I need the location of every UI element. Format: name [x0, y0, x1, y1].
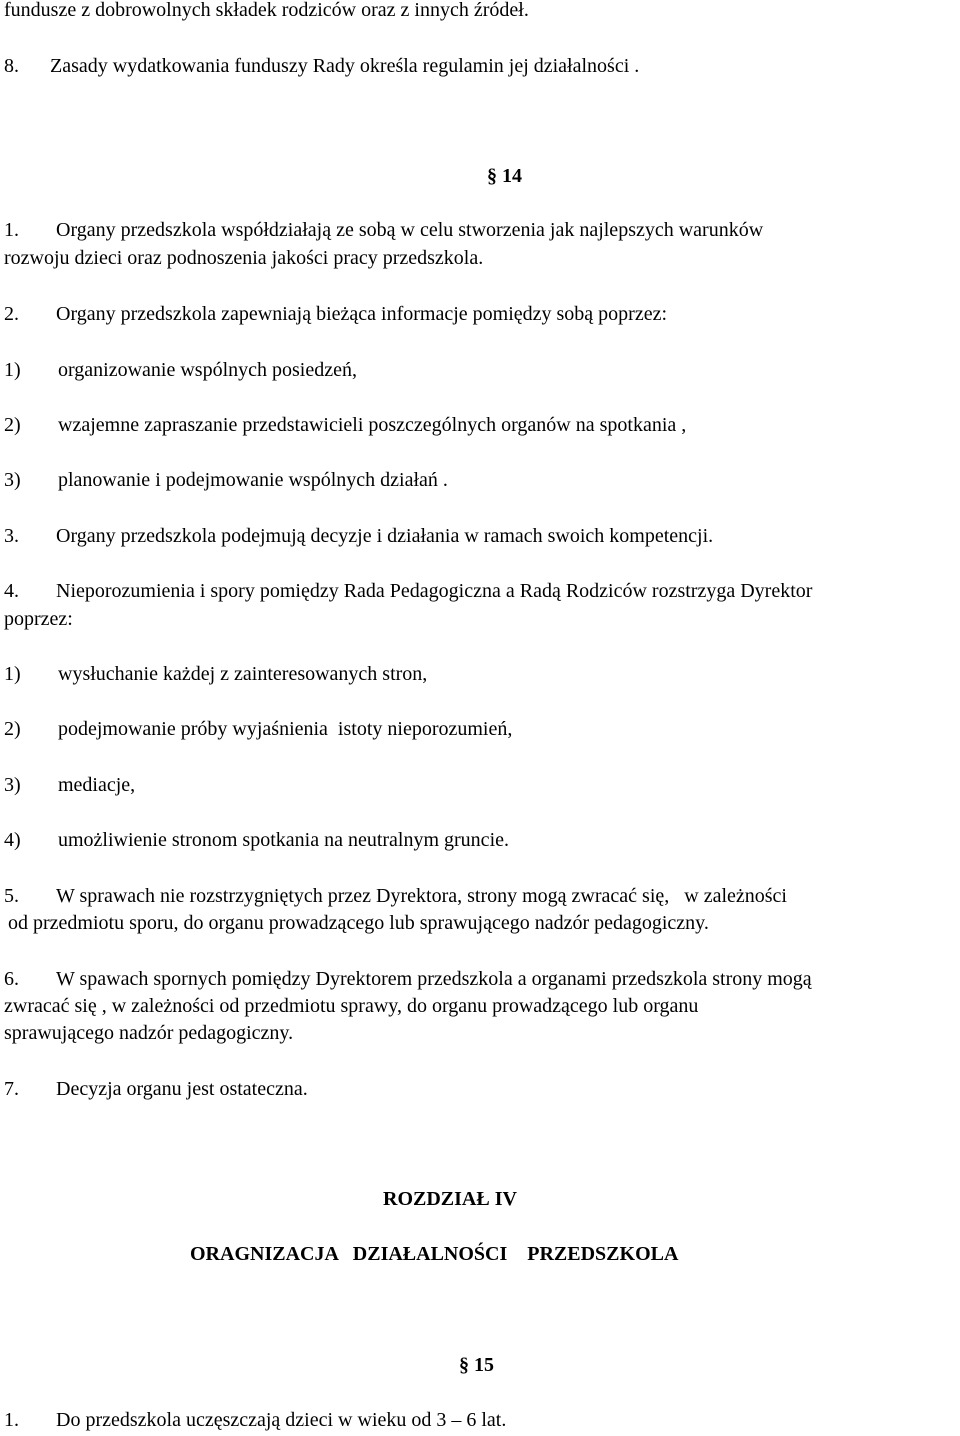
s15-p1-number: 1. [4, 1409, 19, 1431]
p4-text: Nieporozumienia i spory pomiędzy Rada Pedagogiczna a Radą Rodziców rozstrzyga Dyrektor [56, 580, 813, 602]
p4-list-item-3-number: 3) [4, 774, 21, 796]
intro-line: fundusze z dobrowolnych składek rodziców oraz z innych źródeł. [4, 0, 529, 21]
p3-text: Organy przedszkola podejmują decyzje i działania w ramach swoich kompetencji. [56, 525, 714, 547]
p4-list-item-2-text: podejmowanie próby wyjaśnienia istoty nieporozumień, [58, 718, 513, 740]
section-15-heading: § 15 [459, 1354, 494, 1376]
p6-text: W spawach spornych pomiędzy Dyrektorem przedszkola a organami przedszkola strony mogą [56, 968, 812, 990]
p4-list-item-4-number: 4) [4, 829, 21, 851]
p5-number: 5. [4, 885, 19, 907]
p2-list-item-1-text: organizowanie wspólnych posiedzeń, [58, 359, 357, 381]
p4-continuation: poprzez: [4, 608, 73, 630]
p7-number: 7. [4, 1078, 19, 1100]
p1-continuation: rozwoju dzieci oraz podnoszenia jakości pracy przedszkola. [4, 247, 484, 269]
p4-number: 4. [4, 580, 19, 602]
p4-list-item-1-text: wysłuchanie każdej z zainteresowanych stron, [58, 663, 428, 685]
s15-p1-text: Do przedszkola uczęszczają dzieci w wieku od 3 – 6 lat. [56, 1409, 507, 1431]
item-8-number: 8. [4, 55, 19, 77]
p2-number: 2. [4, 303, 19, 325]
p2-list-item-3-text: planowanie i podejmowanie wspólnych działań . [58, 469, 448, 491]
item-8-text: Zasady wydatkowania funduszy Rady określa regulamin jej działalności . [50, 55, 640, 77]
p6-number: 6. [4, 968, 19, 990]
p4-list-item-2-number: 2) [4, 718, 21, 740]
p2-list-item-2-number: 2) [4, 414, 21, 436]
p5-continuation: od przedmiotu sporu, do organu prowadzącego lub sprawującego nadzór pedagogiczny. [8, 912, 709, 934]
p3-number: 3. [4, 525, 19, 547]
chapter-title: ORAGNIZACJA DZIAŁALNOŚCI PRZEDSZKOLA [190, 1243, 679, 1265]
p4-list-item-1-number: 1) [4, 663, 21, 685]
p2-list-item-2-text: wzajemne zapraszanie przedstawicieli poszczególnych organów na spotkania , [58, 414, 687, 436]
section-14-heading: § 14 [487, 165, 522, 187]
chapter-heading: ROZDZIAŁ IV [383, 1188, 517, 1210]
p2-list-item-1-number: 1) [4, 359, 21, 381]
p7-text: Decyzja organu jest ostateczna. [56, 1078, 308, 1100]
p1-number: 1. [4, 219, 19, 241]
p4-list-item-4-text: umożliwienie stronom spotkania na neutralnym gruncie. [58, 829, 509, 851]
p5-text: W sprawach nie rozstrzygniętych przez Dyrektora, strony mogą zwracać się, w zależności [56, 885, 787, 907]
p1-text: Organy przedszkola współdziałają ze sobą w celu stworzenia jak najlepszych warunków [56, 219, 764, 241]
p4-list-item-3-text: mediacje, [58, 774, 136, 796]
p2-list-item-3-number: 3) [4, 469, 21, 491]
p2-text: Organy przedszkola zapewniają bieżąca informacje pomiędzy sobą poprzez: [56, 303, 668, 325]
p6-continuation-1: zwracać się , w zależności od przedmiotu sprawy, do organu prowadzącego lub organu [4, 995, 699, 1017]
p6-continuation-2: sprawującego nadzór pedagogiczny. [4, 1022, 294, 1044]
